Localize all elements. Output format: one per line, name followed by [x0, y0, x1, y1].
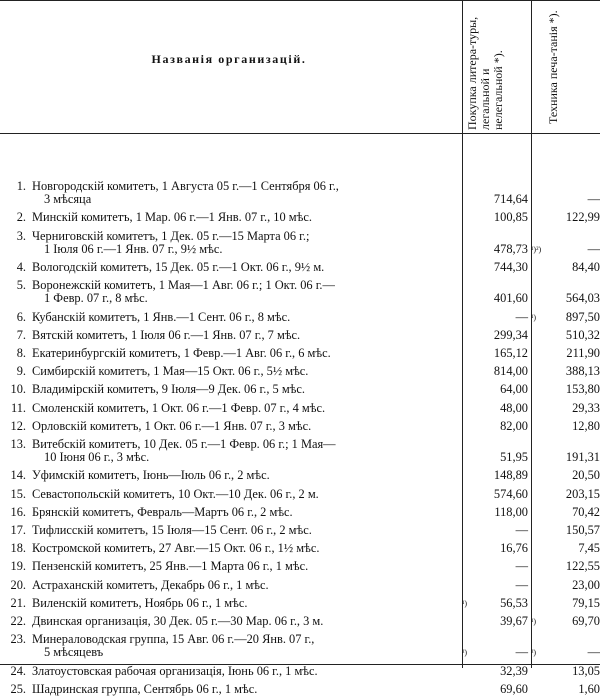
organization-line: Владимірскій комитетъ, 9 Іюля—9 Дек. 06 г., 5 мѣс.: [32, 382, 305, 397]
organization-name: [32, 402, 462, 415]
organization-name: [32, 542, 462, 555]
row-number: 3.: [16, 228, 26, 243]
literature-amount: 478,73: [493, 241, 528, 256]
row-number: 2.: [16, 210, 26, 225]
organization-line: Минераловодская группа, 15 Авг. 06 г.—20 Янв. 07 г.,: [32, 632, 315, 647]
printing-amount: —: [587, 241, 600, 256]
literature-amount: —: [515, 577, 528, 592]
printing-amount: 388,13: [565, 364, 600, 379]
row-number: 14.: [10, 468, 26, 483]
organization-line: Смоленскій комитетъ, 1 Окт. 06 г.—1 Февр. 07 г., 4 мѣс.: [32, 400, 326, 415]
row-number: 1.: [16, 179, 26, 193]
organization-name: [32, 560, 462, 573]
row-number: 19.: [10, 559, 26, 574]
literature-amount: 69,60: [500, 681, 528, 696]
printing-amount: 150,57: [565, 523, 600, 537]
literature-amount: 401,60: [493, 291, 528, 306]
organization-line: Шадринская группа, Сентябрь 06 г., 1 мѣс.: [32, 681, 258, 696]
printing-amount: 23,00: [572, 577, 600, 592]
printing-amount: 211,90: [566, 346, 600, 360]
literature-amount: —: [515, 309, 528, 324]
organization-name: [32, 420, 462, 433]
footnote-mark-printing: ¹)²): [531, 244, 542, 254]
organization-line: Уфимскій комитетъ, Іюнь—Іюль 06 г., 2 мѣс.: [32, 468, 270, 483]
row-number: 5.: [16, 278, 26, 293]
organization-name: [32, 488, 462, 501]
organization-line: Костромской комитетъ, 27 Авг.—15 Окт. 06 г., 1½ мѣс.: [32, 541, 320, 556]
organization-line-continued: 5 мѣсяцевъ: [44, 645, 104, 660]
literature-amount: 64,00: [500, 382, 528, 397]
organization-name: [32, 347, 462, 360]
literature-amount: 51,95: [500, 450, 528, 465]
literature-amount: 814,00: [493, 364, 528, 379]
literature-amount: 118,00: [494, 504, 528, 519]
organization-line-continued: 3 мѣсяца: [44, 192, 92, 206]
organization-name: [32, 506, 462, 519]
organization-name: [32, 524, 462, 537]
row-number: 12.: [10, 418, 26, 433]
row-number: 9.: [16, 364, 26, 379]
organization-name: [32, 633, 462, 659]
organization-name: [32, 579, 462, 592]
organization-name: [32, 261, 462, 274]
literature-amount: —: [515, 523, 528, 537]
literature-amount: 16,76: [500, 541, 528, 556]
literature-amount: 39,67: [500, 614, 528, 628]
printing-amount: 510,32: [565, 327, 600, 342]
row-number: 23.: [10, 632, 26, 647]
literature-amount: 82,00: [500, 418, 528, 433]
printing-amount: —: [587, 192, 600, 207]
printing-amount: 84,40: [572, 260, 600, 274]
literature-amount: 714,64: [493, 192, 528, 207]
organization-line-continued: 1 Февр. 07 г., 8 мѣс.: [44, 291, 148, 306]
column-header-literature: Покупка литера-туры, легальной и нелегальной *).: [465, 16, 505, 130]
row-number: 18.: [10, 541, 26, 556]
printing-amount: 20,50: [572, 468, 600, 483]
organization-line: Воронежскій комитетъ, 1 Мая—1 Авг. 06 г.; 1 Окт. 06 г.—: [32, 278, 335, 293]
column-header-names: Названія организацій.: [151, 52, 307, 66]
footnote-mark-literature: ²): [462, 648, 468, 658]
row-number: 4.: [16, 260, 26, 274]
organization-name: [32, 665, 462, 678]
printing-amount: 122,55: [565, 559, 600, 574]
printing-amount: 79,15: [572, 595, 600, 610]
organization-line: Симбирскій комитетъ, 1 Мая—15 Окт. 06 г., 5½ мѣс.: [32, 364, 309, 379]
printing-amount: 70,42: [572, 504, 600, 519]
printing-amount: 564,03: [565, 291, 600, 306]
organization-name: [32, 311, 462, 324]
organization-line: Вятскій комитетъ, 1 Іюля 06 г.—1 Янв. 07 г., 7 мѣс.: [32, 327, 301, 342]
organization-line: Кубанскій комитетъ, 1 Янв.—1 Сент. 06 г., 8 мѣс.: [32, 309, 291, 324]
printing-amount: 203,15: [565, 486, 600, 501]
organization-line: Двинская организація, 30 Дек. 05 г.—30 Мар. 06 г., 3 м.: [32, 614, 324, 628]
printing-amount: 153,80: [565, 382, 600, 397]
organization-line: Новгородскій комитетъ, 1 Августа 05 г.—1 Сентября 06 г.,: [32, 179, 339, 193]
literature-amount: 744,30: [493, 260, 528, 274]
organization-line: Минскій комитетъ, 1 Мар. 06 г.—1 Янв. 07 г., 10 мѣс.: [32, 210, 312, 225]
row-number: 17.: [10, 523, 26, 537]
literature-amount: 56,53: [500, 595, 528, 610]
row-number: 15.: [10, 486, 26, 501]
organization-name: [32, 365, 462, 378]
printing-amount: 13,05: [572, 663, 600, 678]
organization-line: Екатеринбургскій комитетъ, 1 Февр.—1 Авг. 06 г., 6 мѣс.: [32, 346, 331, 360]
row-number: 13.: [10, 437, 26, 451]
organization-name: [32, 211, 462, 224]
literature-amount: 32,39: [500, 663, 528, 678]
printing-amount: 69,70: [572, 614, 600, 628]
organization-name: [32, 383, 462, 396]
organization-line-continued: 1 Іюля 06 г.—1 Янв. 07 г., 9½ мѣс.: [44, 241, 223, 256]
organization-line: Черниговскій комитетъ, 1 Дек. 05 г.—15 Марта 06 г.;: [32, 228, 310, 243]
organization-name: [32, 469, 462, 482]
literature-amount: 574,60: [493, 486, 528, 501]
column-divider-2: [531, 0, 532, 668]
printing-amount: 897,50: [565, 309, 600, 324]
organization-line-continued: 10 Іюня 06 г., 3 мѣс.: [44, 450, 150, 464]
row-number: 24.: [10, 663, 26, 678]
footnote-mark-literature: ¹): [462, 598, 468, 608]
row-number: 20.: [10, 577, 26, 592]
organization-line: Златоустовская рабочая организація, Іюнь 06 г., 1 мѣс.: [32, 663, 318, 678]
organization-line: Брянскій комитетъ, Февраль—Мартъ 06 г., 2 мѣс.: [32, 504, 293, 519]
organization-line: Тифлисскій комитетъ, 15 Іюля—15 Сент. 06 г., 2 мѣс.: [32, 523, 312, 537]
literature-amount: 165,12: [493, 346, 528, 360]
organization-name: [32, 329, 462, 342]
row-number: 21.: [10, 595, 26, 610]
footnote-mark-printing: ²): [531, 648, 537, 658]
organization-name: [32, 438, 462, 464]
row-number: 25.: [10, 681, 26, 696]
literature-amount: 100,85: [493, 210, 528, 225]
organization-line: Орловскій комитетъ, 1 Окт. 06 г.—1 Янв. 07 г., 3 мѣс.: [32, 418, 312, 433]
row-number: 10.: [10, 382, 26, 397]
row-number: 6.: [16, 309, 26, 324]
row-number: 22.: [10, 614, 26, 628]
organization-line: Витебскій комитетъ, 10 Дек. 05 г.—1 Февр. 06 г.; 1 Мая—: [32, 437, 336, 451]
organization-line: Вологодскій комитетъ, 15 Дек. 05 г.—1 Окт. 06 г., 9½ м.: [32, 260, 325, 274]
footnote-mark-printing: ¹): [531, 312, 537, 322]
printing-amount: 191,31: [565, 450, 600, 465]
row-number: 16.: [10, 504, 26, 519]
organization-name: [32, 180, 462, 206]
printing-amount: 7,45: [578, 541, 600, 556]
organization-line: Севастопольскій комитетъ, 10 Окт.—10 Дек. 06 г., 2 м.: [32, 486, 319, 501]
organization-line: Пензенскій комитетъ, 25 Янв.—1 Марта 06 г., 1 мѣс.: [32, 559, 309, 574]
top-rule: [0, 0, 600, 1]
literature-amount: 48,00: [500, 400, 528, 415]
header-rule: [0, 133, 600, 134]
organization-name: [32, 615, 462, 628]
footnote-mark-printing: ¹): [531, 617, 537, 626]
row-number: 7.: [16, 327, 26, 342]
literature-amount: 299,34: [493, 327, 528, 342]
organization-name: [32, 683, 462, 696]
organization-line: Астраханскій комитетъ, Декабрь 06 г., 1 мѣс.: [32, 577, 269, 592]
organization-name: [32, 597, 462, 610]
printing-amount: 12,80: [572, 418, 600, 433]
printing-amount: 122,99: [565, 210, 600, 225]
printing-amount: —: [587, 645, 600, 660]
organization-name: [32, 230, 462, 256]
row-number: 11.: [10, 400, 26, 415]
literature-amount: 148,89: [493, 468, 528, 483]
organization-name: [32, 279, 462, 305]
column-header-printing: Техника печа-танія *).: [546, 10, 560, 124]
literature-amount: —: [515, 645, 528, 660]
printing-amount: 29,33: [572, 400, 600, 415]
printing-amount: 1,60: [578, 681, 600, 696]
row-number: 8.: [16, 346, 26, 360]
organization-line: Виленскій комитетъ, Ноябрь 06 г., 1 мѣс.: [32, 595, 248, 610]
literature-amount: —: [515, 559, 528, 574]
